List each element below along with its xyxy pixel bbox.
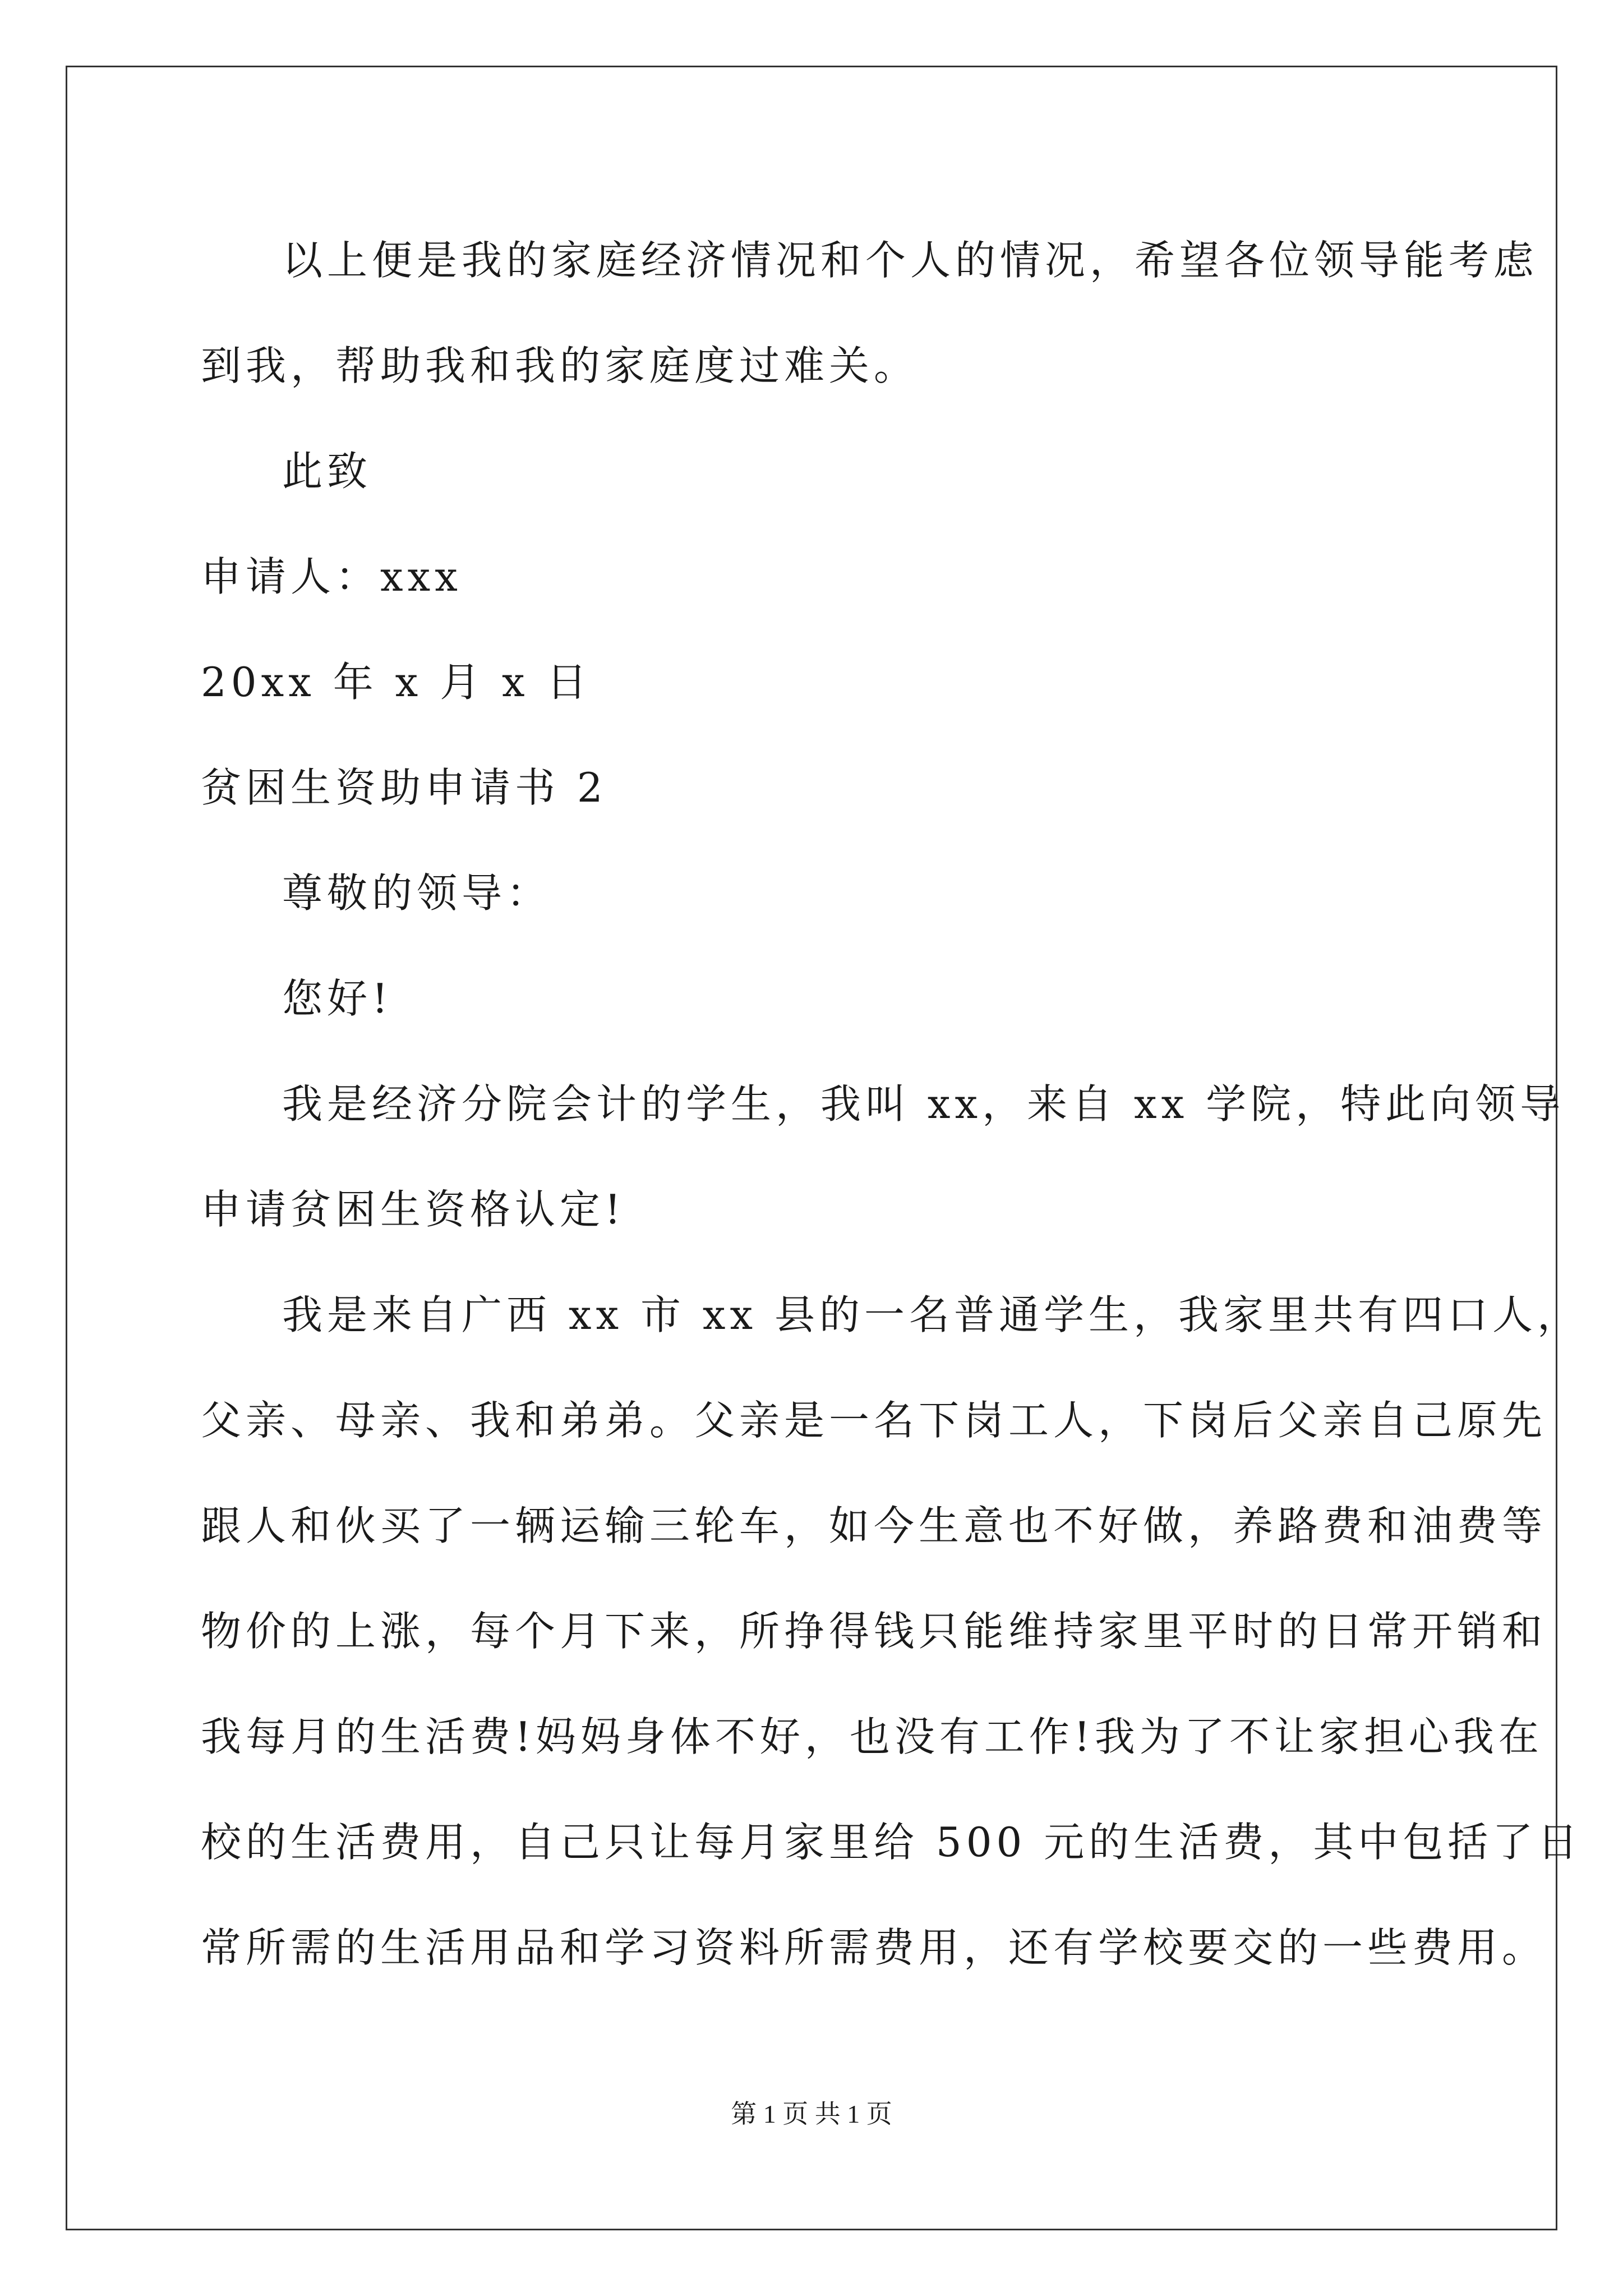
page-footer: 第 1 页 共 1 页 xyxy=(731,2100,892,2128)
paragraph-line: 物价的上涨，每个月下来，所挣得钱只能维持家里平时的日常开销和 xyxy=(201,1608,1547,1655)
date-line: 20xx 年 x 月 x 日 xyxy=(201,659,592,706)
paragraph-line: 到我，帮助我和我的家庭度过难关。 xyxy=(201,342,919,389)
section-title: 贫困生资助申请书 2 xyxy=(201,764,607,811)
paragraph-line: 我是经济分院会计的学生，我叫 xx，来自 xx 学院，特此向领导 xyxy=(282,1080,1565,1128)
greeting-line: 尊敬的领导： xyxy=(282,869,552,917)
paragraph-line: 我是来自广西 xx 市 xx 县的一名普通学生，我家里共有四口人， xyxy=(282,1291,1582,1338)
paragraph-line: 父亲、母亲、我和弟弟。父亲是一名下岗工人，下岗后父亲自己原先 xyxy=(201,1397,1547,1444)
document-body xyxy=(201,208,1583,2000)
paragraph-line: 常所需的生活用品和学习资料所需费用，还有学校要交的一些费用。 xyxy=(201,1924,1547,1971)
paragraph-line: 校的生活费用，自己只让每月家里给 500 元的生活费，其中包括了日 xyxy=(201,1819,1583,1866)
applicant-signature: 申请人：xxx xyxy=(201,553,462,600)
greeting-line: 您好! xyxy=(282,975,393,1022)
paragraph-line: 以上便是我的家庭经济情况和个人的情况，希望各位领导能考虑 xyxy=(282,237,1539,284)
closing-salutation: 此致 xyxy=(282,448,372,495)
paragraph-line: 我每月的生活费!妈妈身体不好，也没有工作!我为了不让家担心我在 xyxy=(201,1713,1543,1760)
paragraph-line: 申请贫困生资格认定! xyxy=(201,1186,625,1233)
paragraph-line: 跟人和伙买了一辆运输三轮车，如今生意也不好做，养路费和油费等 xyxy=(201,1502,1547,1549)
